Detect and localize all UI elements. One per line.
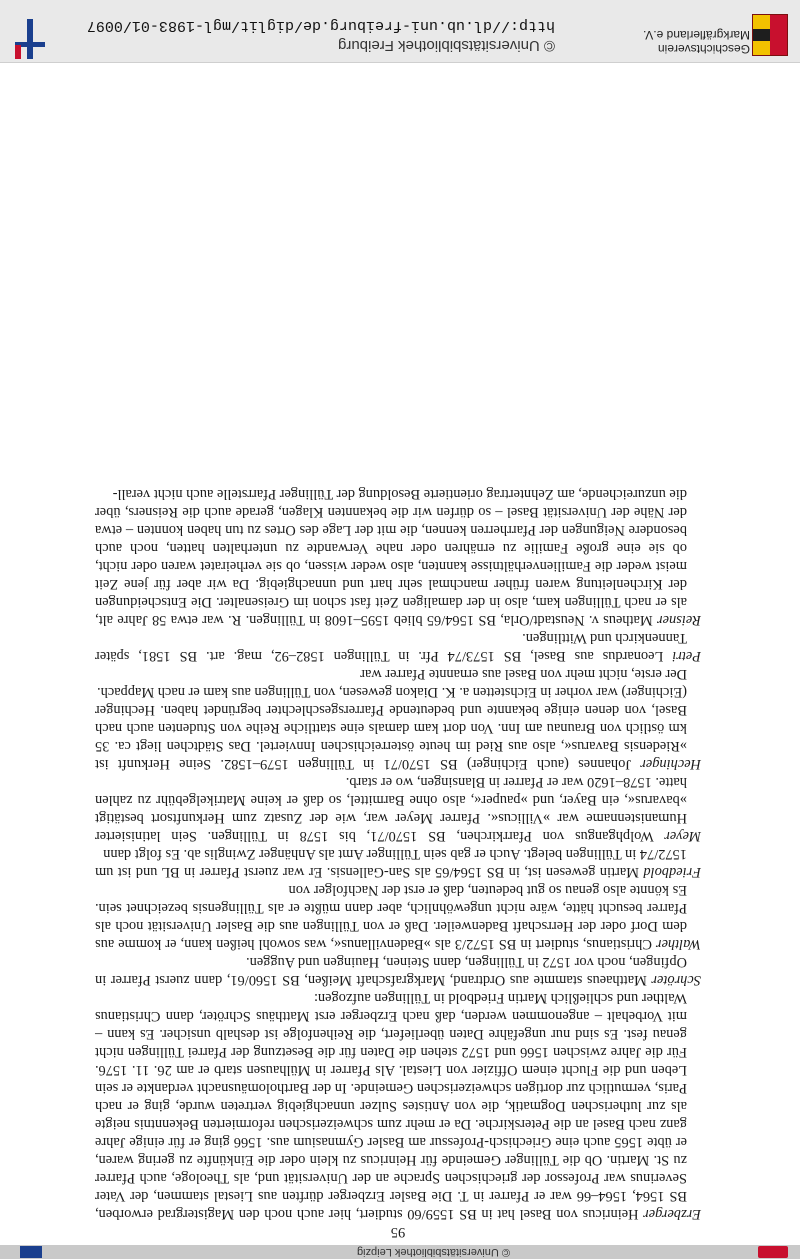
entry-name: Hechinger	[640, 756, 701, 772]
previous-page-strip	[0, 1245, 800, 1259]
permalink-url[interactable]: http://dl.ub.uni-freiburg.de/diglit/mgl-1983-01/0097	[86, 17, 555, 34]
copyright-text: © Universitätsbibliothek Freiburg	[338, 37, 555, 54]
society-line1: Geschichtsverein	[657, 42, 750, 56]
paragraph-text: Matheus v. Neustadt/Orla, BS 1564/65 blieb 1595–1608 in Tüllingen. R. war etwa 58 Jahre alt, als er nach Tüllingen kam, also in der damaligen Zeit fast schon im Greisenalter. Die Entscheidungen der Kirchenleitung waren früher manchmal sehr hart und unnachgiebig. Da wir aber für jene Zeit meist weder die Familienverhältnisse kannten, also weder wissen, ob sie verheiratet waren oder nicht, ob sie eine große Familie zu ernähren oder nahe Verwandte zu unterhalten hatten, noch auch besondere Neigungen der Pfarrherren kennen, die mit der Lage des Ortes zu tun haben konnten – etwa der Nähe der Universität Basel – so dürfen wir die bekannten Klagen, gerade auch die Reisners, über die unzureichende, am Zehntertrag orientierte Besoldung der Tüllinger Pfarrstelle auch nicht verall-	[95, 486, 687, 628]
paragraph	[95, 881, 701, 953]
ub-logo-icon	[20, 1246, 42, 1258]
paragraph	[95, 989, 701, 1223]
ub-logo-icon	[15, 19, 45, 59]
strip-text: © Universitätsbibliothek Leipzig	[356, 1246, 510, 1258]
paragraph-text: Wolphgangus von Pfarrkirchen, BS 1570/71, bis 1578 in Tüllingen. Sein latinisierter Humanistenname war »Villicus«. Pfarrer Meyer war, wie der Zusatz zum Herkunftsort bestätigt »bavarus«, ein Bayer, und »pauper«, also ohne Barmittel, so daß er keine Matrikelgebühr zu zahlen hatte. 1578–1620 war er Pfarrer in Blansingen, wo er starb.	[94, 774, 687, 844]
paragraph-text: Heinricus von Basel hat in BS 1559/60 studiert, hier auch noch den Magistergrad erworben, BS 1564, 1564–66 war er Pfarrer in T. Die Basler Erzberger dürften aus Liestal stammen, der Vater Severinus war Professor der griechischen Sprache an der Universität und, als Theologe, auch Pfarrer zu St. Martin. Ob die Tüllinger Gemeinde für Heinricus zu klein oder die Einkünfte zu gering waren, er übte 1565 auch eine Griechisch-Professur am Basler Gymnasium aus. 1566 ging er für einige Jahre ganz nach Basel an die Peterskirche. Da er mehr zum schweizerischen reformierten Bekenntnis neigte als zur lutherischen Dogmatik, die von Antistes Sulzer unnachgiebig vertreten wurde, ging er nach Paris, vermutlich zur dortigen schweizerischen Gemeinde. In der Bartholomäusnacht verdankte er sein Leben und die Flucht einem Offizier von Liestal. Als Pfarrer in Mülhausen starb er am 26. 11. 1576. Für die Jahre zwischen 1566 und 1572 stehen die Daten für die Besetzung der Pfarrei Tüllingen nicht genau fest. Es sind nur ungefähre Daten überliefert, die Reihenfolge ist deshalb unsicher. Es kann – mit Vorbehalt – angenommen werden, daß nach Erzberger erst Matthäus Schröter, dann Christianus Walther und schließlich Martin Friedbold in Tüllingen aufzogen:	[95, 990, 687, 1222]
entry-name: Meyer	[664, 828, 701, 844]
paragraph-text: Matthaeus stammte aus Ordtrand, Markgrafschaft Meißen, BS 1560/61, dann zuerst Pfarrer in Opfingen, noch vor 1572 in Tüllingen, dann Steinen, Hauingen und Auggen.	[95, 954, 687, 988]
entry-name: Walther	[655, 936, 701, 952]
footer-bar	[0, 0, 800, 63]
entry-name: Friedbold	[643, 864, 701, 880]
coat-of-arms-icon	[758, 1246, 788, 1258]
paragraph-text: Leonardus aus Basel, BS 1573/74 Pfr. in Tüllingen 1582–92, mag. art. BS 1581, später Tannenkirch und Wittlingen.	[95, 630, 687, 664]
paragraph-list	[95, 485, 701, 1223]
paragraph	[95, 665, 701, 683]
entry-name: Petri	[672, 648, 701, 664]
paragraph-text: Martin gewesen ist, in BS 1564/65 als San-Gallensis. Er war zuerst Pfarrer in BL und ist um 1572/74 in Tüllingen belegt. Auch er gab sein Tüllinger Amt als Anhänger Zwinglis ab. Es folgt dann	[95, 846, 687, 880]
paragraph-text: Der erste, nicht mehr von Basel aus ernannte Pfarrer war	[360, 666, 687, 682]
entry-name: Reisner	[657, 612, 701, 628]
paragraph	[95, 773, 701, 845]
society-line2: Markgräflerland e.V.	[643, 28, 750, 42]
paragraph	[95, 953, 701, 989]
paragraph	[95, 485, 701, 629]
society-name	[643, 28, 750, 56]
paragraph	[95, 845, 701, 881]
coat-of-arms-icon	[752, 14, 788, 56]
page-number: 95	[390, 1224, 406, 1240]
paragraph	[95, 629, 701, 665]
entry-name: Schröter	[651, 972, 701, 988]
paragraph-text: Christianus, studiert in BS 1572/3 als »Badenvillanus«, was sowohl heißen kann, er komme aus dem Dorf oder der Herrschaft Badenweiler. Daß er von Tüllingen aus die Basler Universität noch als Pfarrer besucht hätte, wäre nicht ungewöhnlich, aber dann müßte er als Tüllingensis bezeichnet sein. Es könnte also genau so gut bedeuten, daß er erst der Nachfolger von	[95, 882, 687, 952]
entry-name: Erzberger	[643, 1206, 701, 1222]
paragraph	[95, 683, 701, 773]
page-body	[95, 485, 701, 1241]
paragraph-text: Johannes (auch Eichinger) BS 1570/71 in Tüllingen 1579–1582. Seine Herkunft ist »Riedensis Bavarus«, also aus Ried im heute österreichischen Innviertel. Das Städtchen liegt ca. 35 km östlich von Braunau am Inn. Von dort kam damals eine stattliche Reihe von Studenten auch nach Basel, von denen einige bekannte und bedeutende Pfarrersgeschlechter begründet haben. Hechinger (Eichinger) war vorher in Eichstetten a. K. Diakon gewesen, von Tüllingen aus kam er nach Mappach.	[95, 684, 687, 772]
